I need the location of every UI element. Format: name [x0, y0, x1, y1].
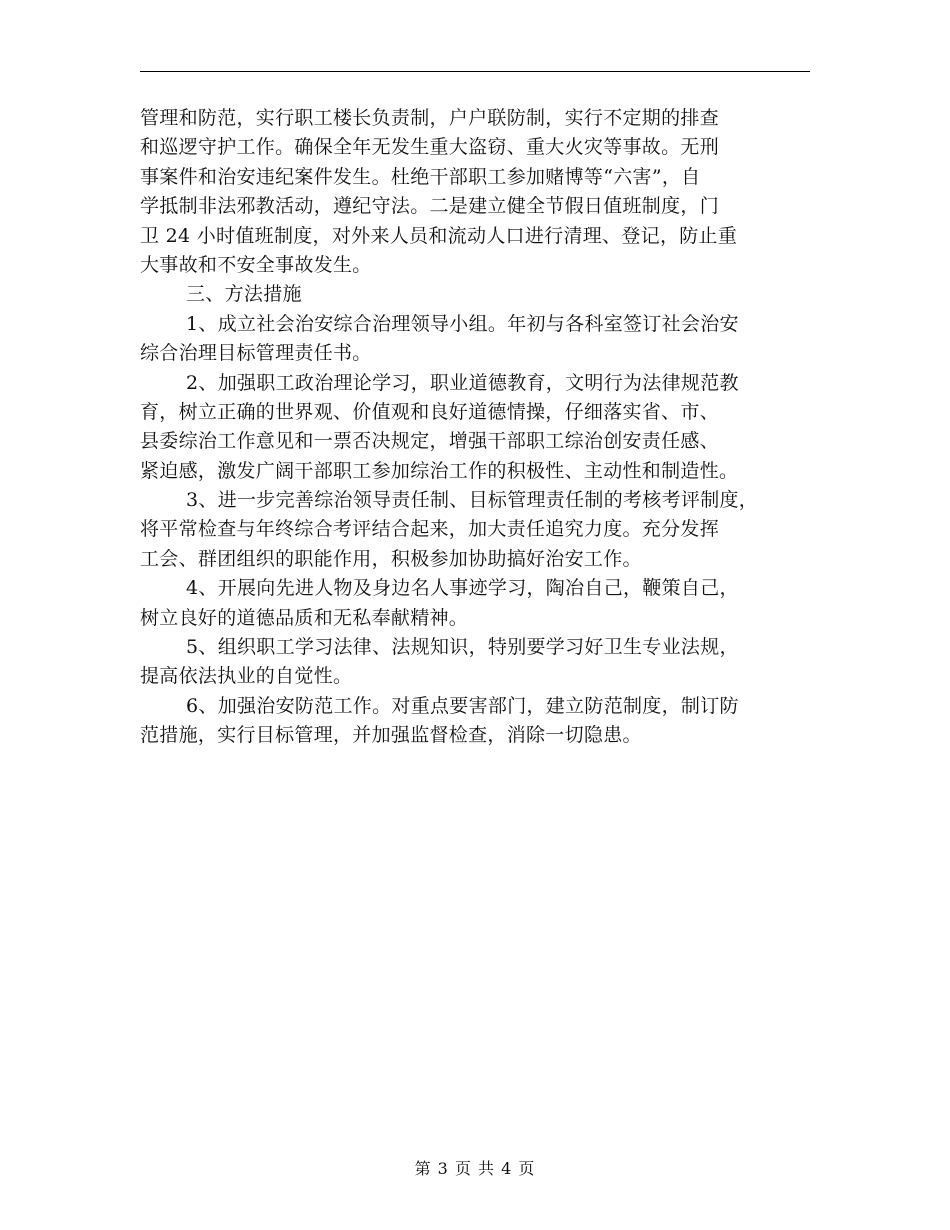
- section-heading: 三、方法措施: [186, 283, 302, 306]
- text-line: 提高依法执业的自觉性。: [140, 665, 353, 688]
- text-line: 育，树立正确的世界观、价值观和良好道德情操，仔细落实省、市、: [140, 400, 720, 423]
- text-line: 1、成立社会治安综合治理领导小组。年初与各科室签订社会治安: [186, 312, 739, 335]
- text-line: 和巡逻守护工作。确保全年无发生重大盗窃、重大火灾等事故。无刑: [140, 136, 720, 159]
- page-number: 第 3 页 共 4 页: [414, 1159, 536, 1178]
- text-line: 工会、群团组织的职能作用，积极参加协助搞好治安工作。: [140, 547, 642, 570]
- text-line: 5、组织职工学习法律、法规知识，特别要学习好卫生专业法规，: [186, 636, 739, 659]
- header-rule: [140, 71, 810, 72]
- text-line: 事案件和治安违纪案件发生。杜绝干部职工参加赌博等“六害”，自: [140, 165, 701, 188]
- document-body: [140, 104, 820, 751]
- text-line: 卫 24 小时值班制度，对外来人员和流动人口进行清理、登记，防止重: [140, 224, 738, 247]
- text-line: 树立良好的道德品质和无私奉献精神。: [140, 606, 469, 629]
- text-line: 学抵制非法邪教活动，遵纪守法。二是建立健全节假日值班制度，门: [140, 195, 720, 218]
- text-line: 紧迫感，激发广阔干部职工参加综治工作的积极性、主动性和制造性。: [140, 459, 739, 482]
- text-line: 大事故和不安全事故发生。: [140, 253, 372, 276]
- text-line: 2、加强职工政治理论学习，职业道德教育，文明行为法律规范教: [186, 371, 739, 394]
- text-line: 范措施，实行目标管理，并加强监督检查，消除一切隐患。: [140, 724, 642, 747]
- text-line: 4、开展向先进人物及身边名人事迹学习，陶冶自己，鞭策自己，: [186, 577, 739, 600]
- text-line: 综合治理目标管理责任书。: [140, 342, 372, 365]
- text-line: 将平常检查与年终综合考评结合起来，加大责任追究力度。充分发挥: [140, 518, 720, 541]
- text-line: 3、进一步完善综治领导责任制、目标管理责任制的考核考评制度，: [186, 489, 759, 512]
- text-line: 县委综治工作意见和一票否决规定，增强干部职工综治创安责任感、: [140, 430, 720, 453]
- text-line: 管理和防范，实行职工楼长负责制，户户联防制，实行不定期的排查: [140, 107, 720, 129]
- text-line: 6、加强治安防范工作。对重点要害部门，建立防范制度，制订防: [186, 694, 739, 717]
